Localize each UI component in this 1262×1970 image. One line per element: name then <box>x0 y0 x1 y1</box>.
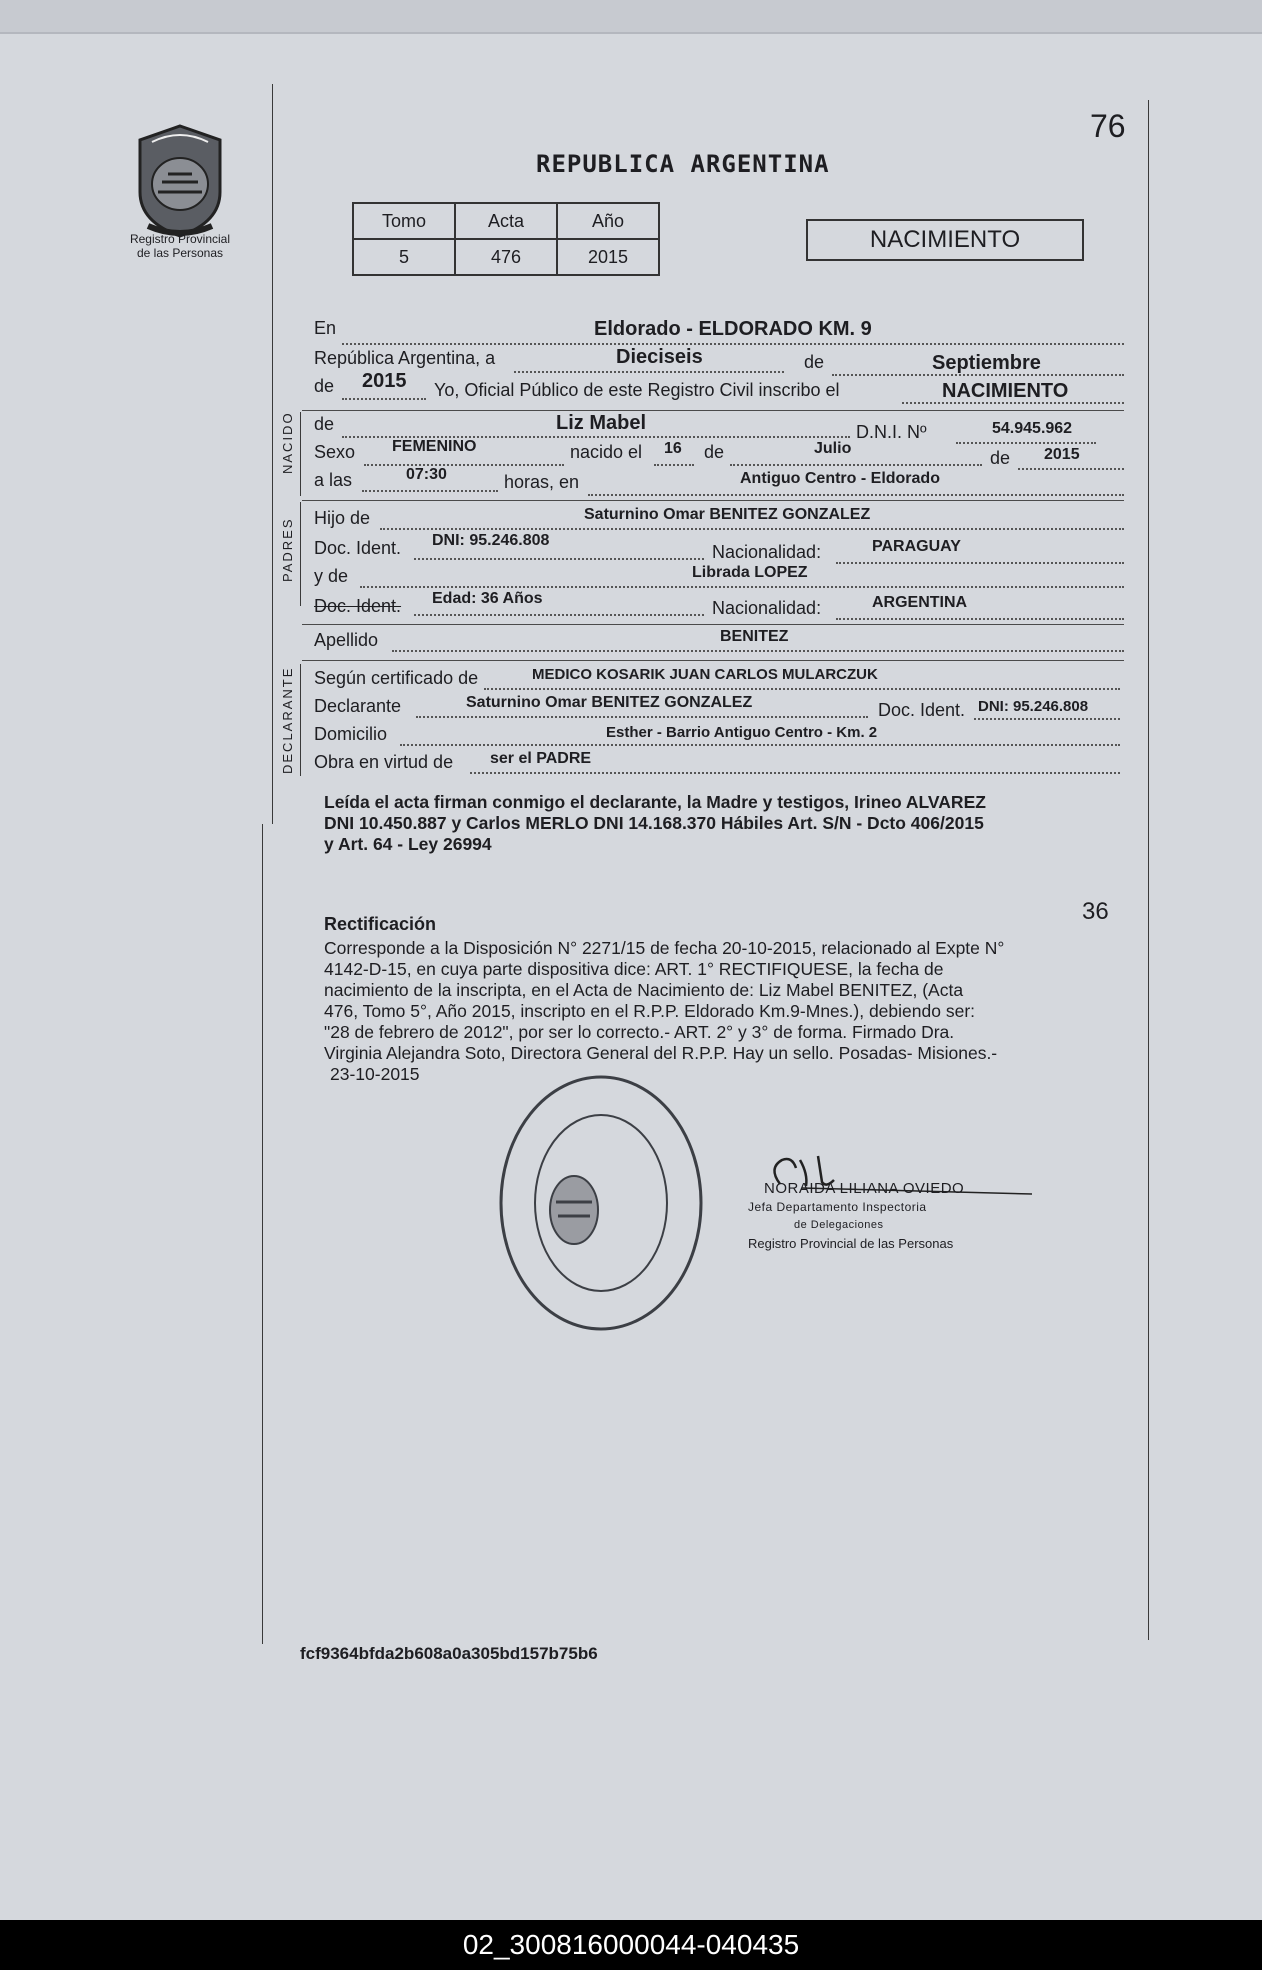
father-nationality-value: PARAGUAY <box>872 538 961 555</box>
declarante-doc-label: Doc. Ident. <box>878 700 966 720</box>
tomo-header: Tomo <box>353 203 455 239</box>
y-de-label: y de <box>314 566 349 586</box>
leida-line-1: Leída el acta firman conmigo el declarante, la Madre y testigos, Irineo ALVAREZ <box>324 792 986 812</box>
leida-line-3: y Art. 64 - Ley 26994 <box>324 834 492 854</box>
sexo-line <box>364 464 564 466</box>
ano-header: Año <box>557 203 659 239</box>
year-line <box>342 398 426 400</box>
leida-line-2: DNI 10.450.887 y Carlos MERLO DNI 14.168.370 Hábiles Art. S/N - Dcto 406/2015 <box>324 813 984 833</box>
section-divider-3 <box>302 624 1124 625</box>
apellido-line <box>392 650 1124 652</box>
declarante-doc-line <box>974 718 1120 720</box>
hour-line <box>362 490 498 492</box>
record-type-box: NACIMIENTO <box>806 219 1084 261</box>
tomo-value: 5 <box>353 239 455 275</box>
footer-id-bar: 02_300816000044-040435 <box>0 1920 1262 1970</box>
leida-paragraph <box>324 792 1124 855</box>
de-month-label: de <box>704 442 725 462</box>
birth-day-line <box>654 464 694 466</box>
rectificacion-line: "28 de febrero de 2012", por ser lo correcto.- ART. 2° y 3° de forma. Firmado Dra. <box>324 1022 955 1042</box>
declarante-value: Saturnino Omar BENITEZ GONZALEZ <box>466 694 753 711</box>
en-line <box>342 343 1124 345</box>
left-margin-line <box>272 84 273 824</box>
left-margin-line-lower <box>262 824 263 1644</box>
rectificacion-title: Rectificación <box>324 914 437 934</box>
father-nat-line <box>836 562 1124 564</box>
acta-value: 476 <box>455 239 557 275</box>
dni-label: D.N.I. Nº <box>856 422 927 442</box>
day-word-value: Dieciseis <box>616 346 703 368</box>
hijo-de-label: Hijo de <box>314 508 371 528</box>
place-value: Eldorado - ELDORADO KM. 9 <box>594 318 872 340</box>
province-emblem-icon <box>128 122 232 240</box>
page-number: 76 <box>1090 108 1126 144</box>
rectificacion-body <box>324 938 1114 1085</box>
birth-year-line <box>1018 468 1124 470</box>
birth-year-value: 2015 <box>1044 446 1080 463</box>
padres-side-label: PADRES <box>280 517 295 582</box>
father-nationality-label: Nacionalidad: <box>712 542 822 562</box>
declarante-label: Declarante <box>314 696 402 716</box>
de-birth-year-label: de <box>990 448 1011 468</box>
inscribo-text: Yo, Oficial Público de este Registro Civil inscribo el <box>434 380 840 400</box>
nacido-el-label: nacido el <box>570 442 643 462</box>
rectificacion-line: 476, Tomo 5°, Año 2015, inscripto en el R.P.P. Eldorado Km.9-Mnes.), debiendo ser: <box>324 1001 976 1021</box>
father-doc-label: Doc. Ident. <box>314 538 402 558</box>
hour-value: 07:30 <box>406 466 447 483</box>
mother-nationality-label: Nacionalidad: <box>712 598 822 618</box>
birth-place-value: Antiguo Centro - Eldorado <box>740 470 940 487</box>
rectificacion-number: 36 <box>1082 898 1109 925</box>
obra-line <box>470 772 1120 774</box>
birth-day-value: 16 <box>664 440 682 457</box>
apellido-value: BENITEZ <box>720 628 789 645</box>
mother-doc-line <box>414 614 704 616</box>
signer-name: NORAIDA LILIANA OVIEDO <box>764 1180 965 1197</box>
a-las-label: a las <box>314 470 353 490</box>
horas-en-label: horas, en <box>504 472 580 492</box>
signer-role-1: Jefa Departamento Inspectoria <box>748 1200 927 1214</box>
signer-role-3: Registro Provincial de las Personas <box>748 1236 954 1251</box>
de-label: de <box>804 352 825 372</box>
nacido-de-label: de <box>314 414 335 434</box>
father-doc-line <box>414 558 704 560</box>
nacido-bracket <box>300 412 301 496</box>
place-line <box>588 494 1124 496</box>
sexo-label: Sexo <box>314 442 356 462</box>
signer-role-2: de Delegaciones <box>794 1219 884 1231</box>
certificado-label: Según certificado de <box>314 668 479 688</box>
dni-line <box>956 442 1096 444</box>
father-line <box>380 528 1124 530</box>
sexo-value: FEMENINO <box>392 438 477 455</box>
mother-nationality-value: ARGENTINA <box>872 594 968 611</box>
month-value: Septiembre <box>932 352 1041 374</box>
domicilio-value: Esther - Barrio Antiguo Centro - Km. 2 <box>606 724 878 741</box>
mother-line <box>360 586 1124 588</box>
rectificacion-line: Corresponde a la Disposición N° 2271/15 de fecha 20-10-2015, relacionado al Expte N° <box>324 938 1005 958</box>
mother-age-value: Edad: 36 Años <box>432 590 543 607</box>
nacido-side-label: NACIDO <box>280 411 295 474</box>
acta-header: Acta <box>455 203 557 239</box>
org-name-line2: de las Personas <box>136 246 224 260</box>
apellido-label: Apellido <box>314 630 379 650</box>
father-name-value: Saturnino Omar BENITEZ GONZALEZ <box>584 506 871 523</box>
child-name-value: Liz Mabel <box>556 412 647 434</box>
mother-nat-line <box>836 618 1124 620</box>
day-line <box>514 371 784 373</box>
mother-name-value: Librada LOPEZ <box>692 564 808 581</box>
declarante-bracket <box>300 664 301 776</box>
rectificacion-line: 4142-D-15, en cuya parte dispositiva dice: ART. 1° RECTIFIQUESE, la fecha de <box>324 959 944 979</box>
section-divider-1 <box>302 410 1124 411</box>
document-hash: fcf9364bfda2b608a0a305bd157b75b6 <box>300 1644 598 1663</box>
certificado-value: MEDICO KOSARIK JUAN CARLOS MULARCZUK <box>532 666 878 683</box>
padres-bracket <box>300 502 301 606</box>
page-title: REPUBLICA ARGENTINA <box>536 150 830 178</box>
rectificacion-line: nacimiento de la inscripta, en el Acta de Nacimiento de: Liz Mabel BENITEZ, (Acta <box>324 980 964 1000</box>
republica-label: República Argentina, a <box>314 348 496 368</box>
birth-month-value: Julio <box>814 440 852 457</box>
domicilio-line <box>400 744 1120 746</box>
rectificacion-line: 23-10-2015 <box>330 1064 420 1084</box>
inscribo-value: NACIMIENTO <box>942 380 1069 402</box>
mother-doc-label-struck: Doc. Ident. <box>314 596 402 616</box>
de-year-label: de <box>314 376 335 396</box>
birth-month-line <box>730 464 982 466</box>
section-divider-4 <box>302 660 1124 661</box>
org-name-line1: Registro Provincial <box>129 232 231 246</box>
official-seal-icon <box>496 1072 706 1334</box>
declarante-doc-value: DNI: 95.246.808 <box>978 698 1089 715</box>
tomo-acta-ano-table <box>352 202 660 276</box>
obra-value: ser el PADRE <box>490 750 592 767</box>
year-value: 2015 <box>362 370 407 392</box>
father-doc-value: DNI: 95.246.808 <box>432 532 550 549</box>
en-label: En <box>314 318 337 338</box>
domicilio-label: Domicilio <box>314 724 388 744</box>
child-dni-value: 54.945.962 <box>992 420 1073 437</box>
certificado-line <box>484 688 1120 690</box>
page-top-edge <box>0 0 1262 34</box>
declarante-line <box>416 716 868 718</box>
declarante-side-label: DECLARANTE <box>280 666 295 774</box>
obra-label: Obra en virtud de <box>314 752 454 772</box>
rectificacion-line: Virginia Alejandra Soto, Directora General del R.P.P. Hay un sello. Posadas- Misiones.- <box>324 1043 998 1063</box>
signature-scribble-icon <box>762 1148 1042 1208</box>
section-divider-2 <box>302 500 1124 501</box>
right-margin-line <box>1148 100 1149 1640</box>
ano-value: 2015 <box>557 239 659 275</box>
